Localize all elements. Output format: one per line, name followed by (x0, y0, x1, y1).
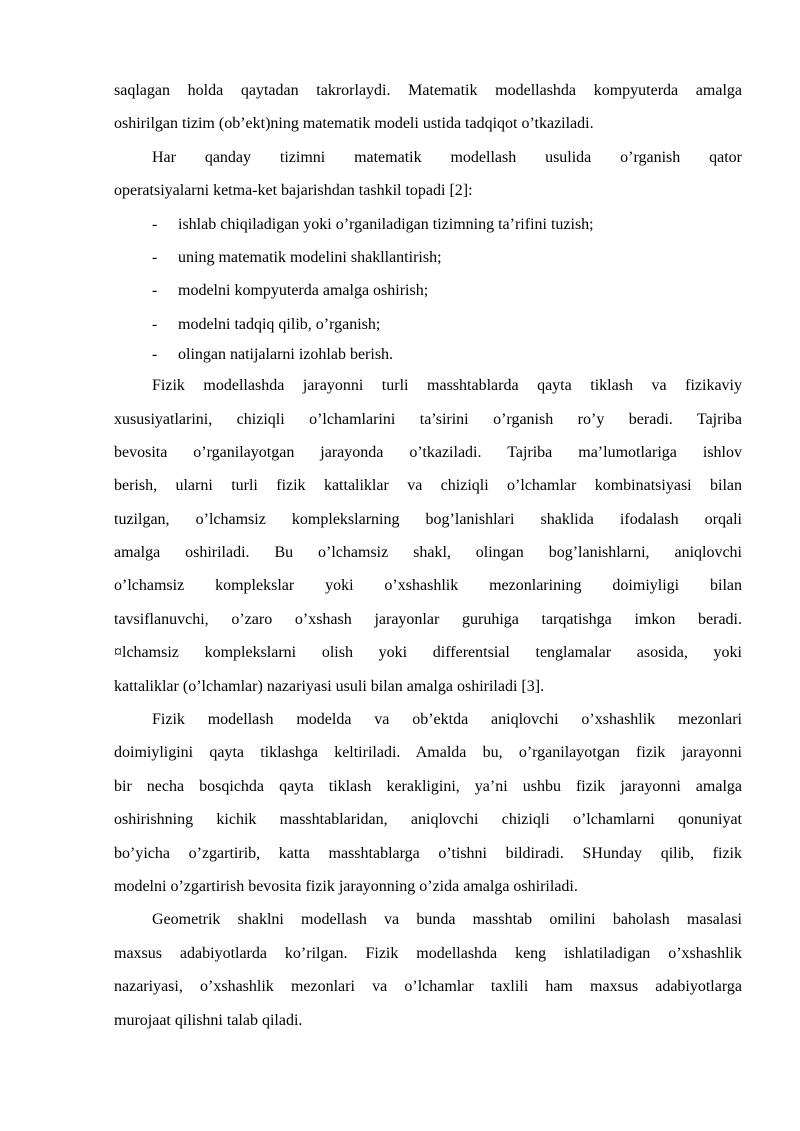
document-page (114, 74, 742, 1037)
text-line: ¤lchamsiz komplekslarni olish yoki differentsial tenglamalar asosida, yoki (114, 644, 742, 662)
text-line: kattaliklar (o’lchamlar) nazariyasi usuli bilan amalga oshiriladi [3]. (114, 677, 545, 695)
text-line: operatsiyalarni ketma-ket bajarishdan tashkil topadi [2]: (114, 182, 473, 200)
text-line: saqlagan holda qaytadan takrorlaydi. Matematik modellashda kompyuterda amalga (114, 82, 742, 99)
text-line: o’lchamsiz komplekslar yoki o’xshashlik mezonlarining doimiyligi bilan (114, 577, 742, 595)
list-item-text: modelni tadqiq qilib, o’rganish; (178, 315, 381, 333)
list-item-text: uning matematik modelini shakllantirish; (178, 248, 442, 266)
list-item (114, 208, 742, 241)
text-line: doimiyligini qayta tiklashga keltiriladi. Amalda bu, o’rganilayotgan fizik jarayonni (114, 744, 742, 762)
text-line: Geometrik shaklni modellash va bunda masshtab omilini baholash masalasi (152, 911, 742, 929)
text-line: xususiyatlarini, chiziqli o’lchamlarini ta’sirini o’rganish ro’y beradi. Tajriba (114, 410, 742, 428)
text-line: modelni o’zgartirish bevosita fizik jarayonning o’zida amalga oshiriladi. (114, 877, 578, 895)
text-line: berish, ularni turli fizik kattaliklar va chiziqli o’lchamlar kombinatsiyasi bilan (114, 477, 742, 495)
text-line: tuzilgan, o’lchamsiz komplekslarning bog’lanishlari shaklida ifodalash orqali (114, 510, 742, 528)
text-line: nazariyasi, o’xshashlik mezonlari va o’lchamlar taxlili ham maxsus adabiyotlarga (114, 978, 742, 996)
bullet-marker: - (152, 215, 158, 233)
text-line: tavsiflanuvchi, o’zaro o’xshash jarayonlar guruhiga tarqatishga imkon beradi. (114, 610, 742, 628)
list-item-text: ishlab chiqiladigan yoki o’rganiladigan tizimning ta’rifini tuzish; (178, 215, 594, 233)
text-line: oshirilgan tizim (ob’ekt)ning matematik modeli ustida tadqiqot o’tkaziladi. (114, 115, 594, 133)
text-line: maxsus adabiyotlarda ko’rilgan. Fizik modellashda keng ishlatiladigan o’xshashlik (114, 944, 742, 962)
list-item (114, 308, 742, 341)
bullet-marker: - (152, 315, 158, 333)
text-line: Har qanday tizimni matematik modellash usulida o’rganish qator (152, 148, 742, 166)
text-line: amalga oshiriladi. Bu o’lchamsiz shakl, olingan bog’lanishlarni, aniqlovchi (114, 544, 742, 562)
list-item (114, 274, 742, 307)
list-item (114, 241, 742, 274)
text-line: Fizik modellashda jarayonni turli masshtablarda qayta tiklash va fizikaviy (152, 377, 742, 395)
bullet-marker: - (152, 346, 158, 364)
bullet-marker: - (152, 282, 158, 300)
text-line: Fizik modellash modelda va ob’ektda aniqlovchi o’xshashlik mezonlari (152, 711, 742, 729)
bullet-marker: - (152, 248, 158, 266)
text-line: oshirishning kichik masshtablaridan, aniqlovchi chiziqli o’lchamlarni qonuniyat (114, 811, 742, 829)
text-line: bir necha bosqichda qayta tiklash kerakligini, ya’ni ushbu fizik jarayonni amalga (114, 777, 742, 795)
list-item-text: modelni kompyuterda amalga oshirish; (178, 282, 429, 300)
list-item-text: olingan natijalarni izohlab berish. (178, 346, 394, 364)
text-line: bevosita o’rganilayotgan jarayonda o’tkaziladi. Tajriba ma’lumotlariga ishlov (114, 443, 742, 461)
text-line: murojaat qilishni talab qiladi. (114, 1011, 303, 1029)
list-item (114, 341, 742, 369)
text-line: bo’yicha o’zgartirib, katta masshtablarga o’tishni bildiradi. SHunday qilib, fizik (114, 844, 742, 862)
